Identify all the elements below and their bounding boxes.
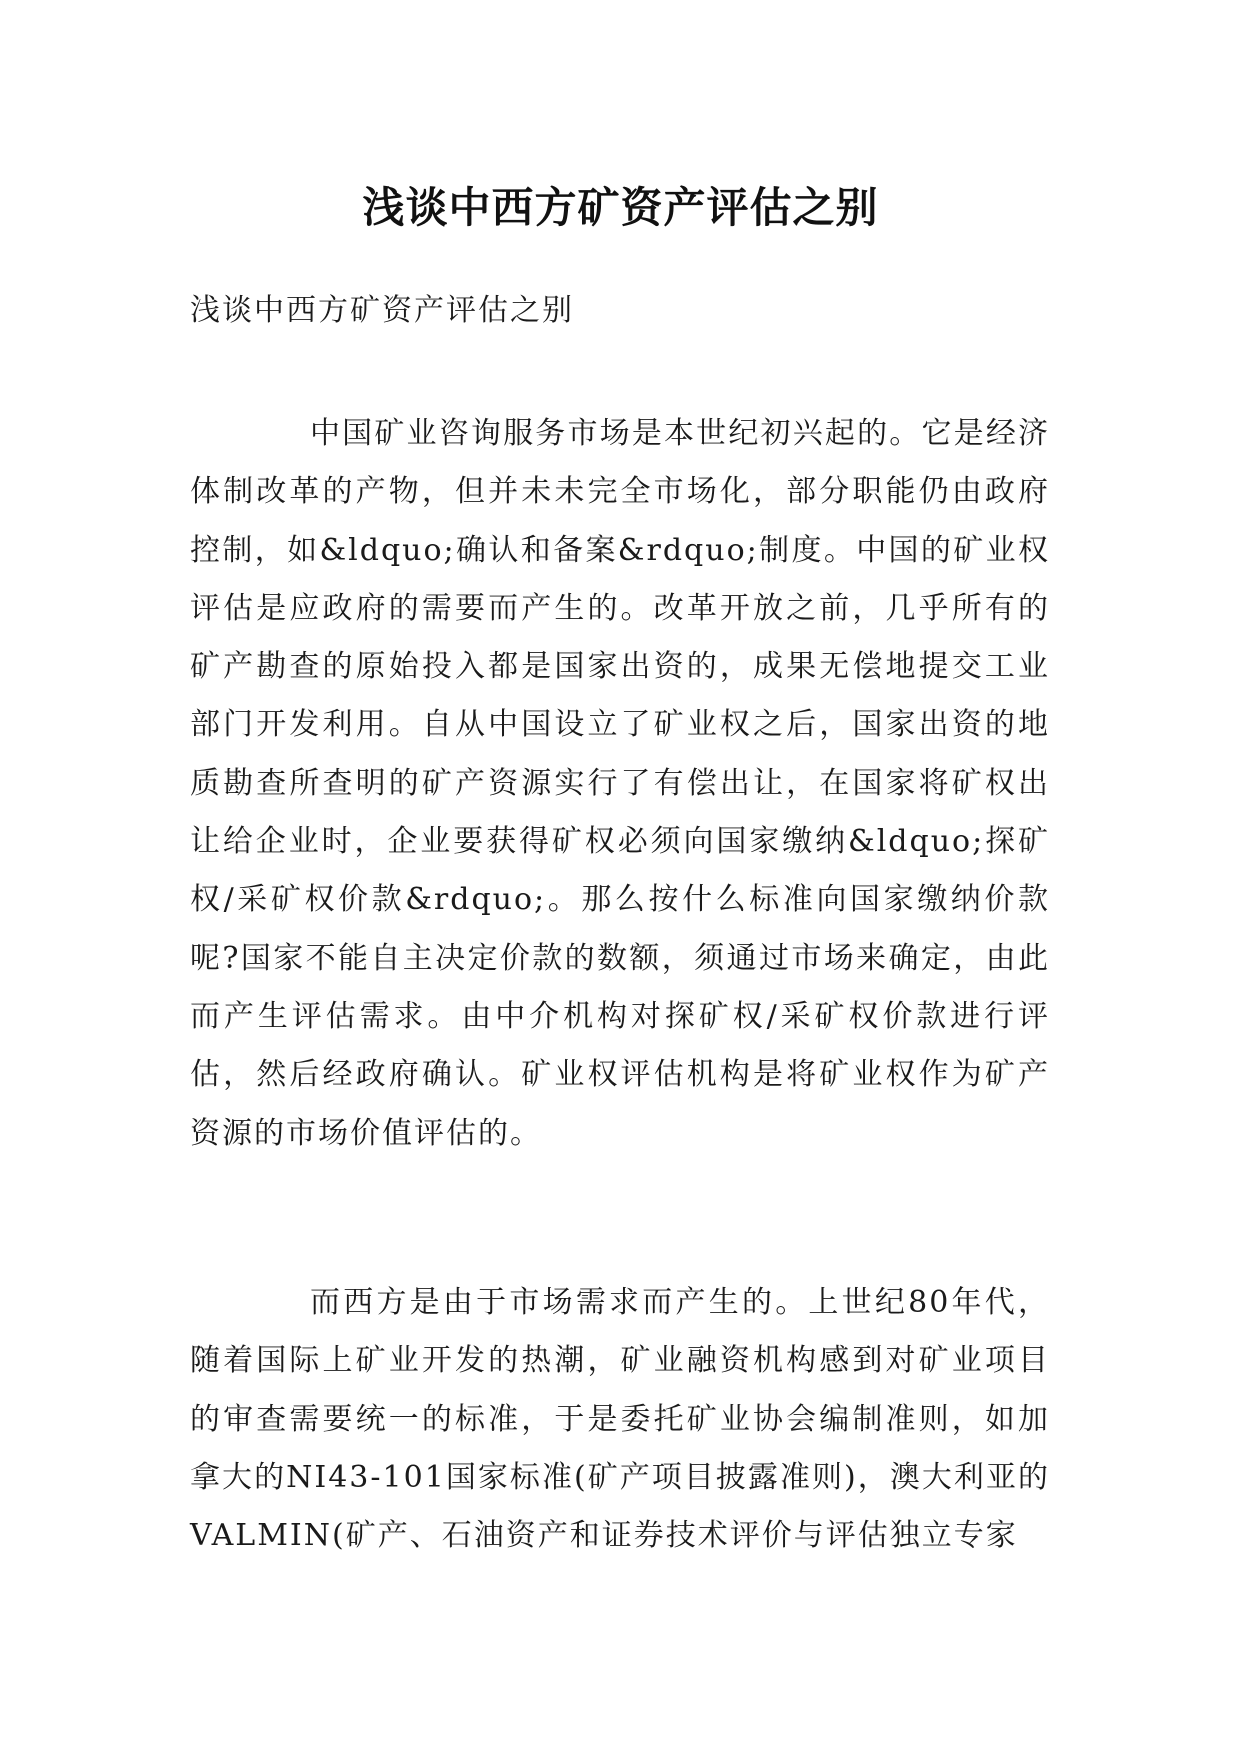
paragraph-2: 而西方是由于市场需求而产生的。上世纪80年代，随着国际上矿业开发的热潮，矿业融资机构感到对矿业项目的审查需要统一的标准，于是委托矿业协会编制准则，如加拿大的NI43-101国家标准(矿产项目披露准则)，澳大利亚的VALMIN(矿产、石油资产和证券技术评价与评估独立专家 [190,1285,1050,1554]
paragraph-1: 中国矿业咨询服务市场是本世纪初兴起的。它是经济体制改革的产物，但并未未完全市场化，部分职能仍由政府控制，如&ldquo;确认和备案&rdquo;制度。中国的矿业权评估是应政府的需要而产生的。改革开放之前，几乎所有的矿产勘查的原始投入都是国家出资的，成果无偿地提交工业部门开发利用。自从中国设立了矿业权之后，国家出资的地质勘查所查明的矿产资源实行了有偿出让，在国家将矿权出让给企业时，企业要获得矿权必须向国家缴纳&ldquo;探矿权/采矿权价款&rdquo;。那么按什么标准向国家缴纳价款呢?国家不能自主决定价款的数额，须通过市场来确定，由此而产生评估需求。由中介机构对探矿权/采矿权价款进行评估，然后经政府确认。矿业权评估机构是将矿业权作为矿产资源的市场价值评估的。 [190,416,1050,1151]
document-subtitle: 浅谈中西方矿资产评估之别 [190,293,574,328]
document-title: 浅谈中西方矿资产评估之别 [362,183,879,233]
